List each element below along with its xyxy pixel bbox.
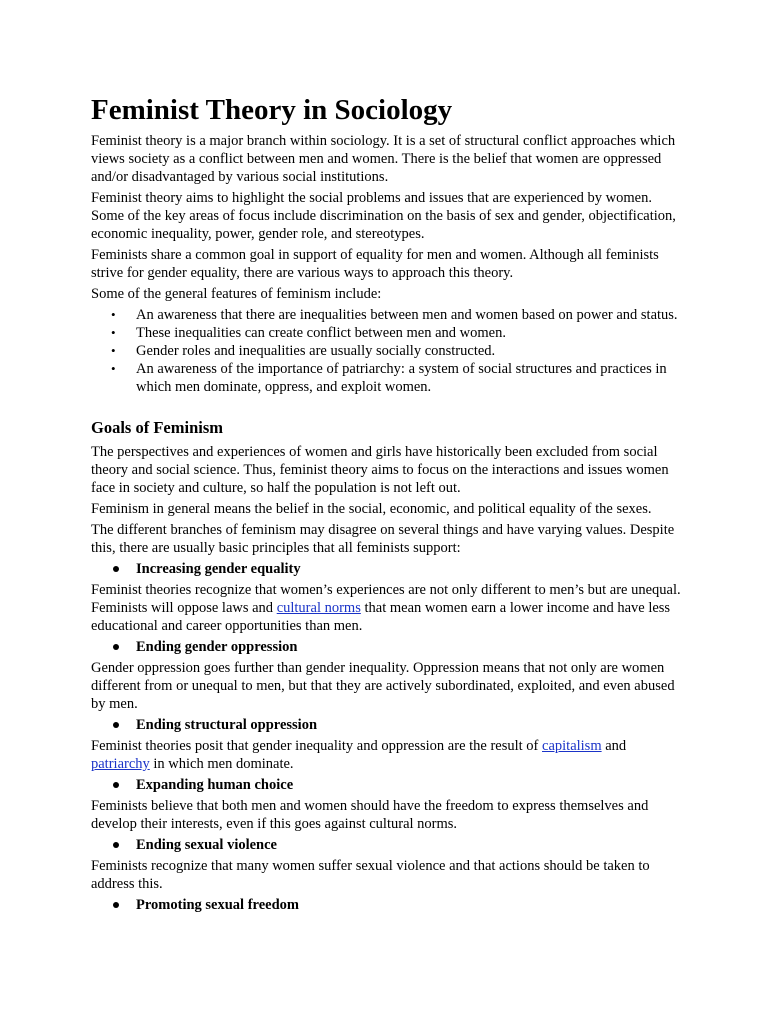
- list-item-text: Gender roles and inequalities are usually socially constructed.: [136, 343, 496, 359]
- goal-title-text: Promoting sexual freedom: [136, 897, 299, 913]
- capitalism-link[interactable]: capitalism: [542, 738, 602, 754]
- goal-paragraph: Feminist theories posit that gender inequality and oppression are the result of capitalism and patriarchy in which men dominate.: [91, 738, 627, 772]
- bullet-icon: [113, 842, 119, 848]
- list-item: [91, 342, 681, 360]
- bullet-icon: [113, 782, 119, 788]
- bullet-icon: [113, 644, 119, 650]
- list-item-text: An awareness that there are inequalities between men and women based on power and status.: [136, 307, 678, 323]
- section-heading-goals: Goals of Feminism: [91, 418, 223, 437]
- bullet-icon: •: [111, 343, 116, 358]
- list-item-text: These inequalities can create conflict between men and women.: [136, 325, 506, 341]
- bullet-icon: [113, 722, 119, 728]
- goal-title-text: Ending sexual violence: [136, 837, 277, 853]
- goal-paragraph: Feminists believe that both men and women should have the freedom to express themselves and develop their interests, even if this goes against cultural norms.: [91, 798, 649, 832]
- intro-paragraph-3: Feminists share a common goal in support of equality for men and women. Although all feminists strive for gender equality, there are various ways to approach this theory.: [91, 247, 659, 281]
- goal-list-6: [91, 896, 681, 914]
- goal-title: [91, 638, 681, 656]
- goal-title: [91, 560, 681, 578]
- goal-list-4: [91, 776, 681, 794]
- goal-paragraph: Feminists recognize that many women suffer sexual violence and that actions should be taken to address this.: [91, 858, 650, 892]
- goal-title-text: Ending gender oppression: [136, 639, 298, 655]
- patriarchy-link[interactable]: patriarchy: [91, 756, 150, 772]
- list-item: [91, 324, 681, 342]
- intro-paragraph-4: Some of the general features of feminism include:: [91, 286, 382, 302]
- list-item: [91, 306, 681, 324]
- page-title: Feminist Theory in Sociology: [91, 94, 453, 126]
- goal-list-3: [91, 716, 681, 734]
- list-item-text: An awareness of the importance of patriarchy: a system of social structures and practices in which men dominate, oppress, and exploit women.: [136, 361, 667, 395]
- goal-paragraph: Feminist theories recognize that women’s experiences are not only different to men’s but are unequal. Feminists will oppose laws and cultural norms that mean women earn a lower income and have less educational and career opportunities than men.: [91, 582, 681, 634]
- document-body: [91, 92, 681, 917]
- goal-title: [91, 896, 681, 914]
- goal-title-text: Ending structural oppression: [136, 717, 318, 733]
- goal-list-1: [91, 560, 681, 578]
- goal-title-text: Increasing gender equality: [136, 561, 301, 577]
- bullet-icon: •: [111, 325, 116, 340]
- goal-title: [91, 716, 681, 734]
- cultural-norms-link[interactable]: cultural norms: [276, 600, 361, 616]
- goals-intro-paragraph-1: The perspectives and experiences of women and girls have historically been excluded from social theory and social science. Thus, feminist theory aims to focus on the interactions and issues women face in society and culture, so half the population is not left out.: [91, 444, 669, 496]
- bullet-icon: •: [111, 307, 116, 322]
- bullet-icon: •: [111, 361, 116, 376]
- goal-paragraph: Gender oppression goes further than gender inequality. Oppression means that not only are women different from or unequal to men, but that they are actively subordinated, exploited, and even abused by men.: [91, 660, 675, 712]
- goal-title: [91, 836, 681, 854]
- goal-title-text: Expanding human choice: [136, 777, 294, 793]
- list-item: [91, 360, 681, 396]
- intro-paragraph-2: Feminist theory aims to highlight the social problems and issues that are experienced by women. Some of the key areas of focus include discrimination on the basis of sex and gender, objectification, economic inequality, power, gender role, and stereotypes.: [91, 190, 676, 242]
- features-list: [91, 306, 681, 396]
- bullet-icon: [113, 902, 119, 908]
- bullet-icon: [113, 566, 119, 572]
- goal-list-2: [91, 638, 681, 656]
- intro-paragraph-1: Feminist theory is a major branch within sociology. It is a set of structural conflict approaches which views society as a conflict between men and women. There is the belief that women are oppressed and/or disadvantaged by various social institutions.: [91, 133, 676, 185]
- goals-intro-paragraph-2: Feminism in general means the belief in the social, economic, and political equality of the sexes.: [91, 501, 652, 517]
- goal-title: [91, 776, 681, 794]
- goals-intro-paragraph-3: The different branches of feminism may disagree on several things and have varying values. Despite this, there are usually basic principles that all feminists support:: [91, 522, 675, 556]
- goal-list-5: [91, 836, 681, 854]
